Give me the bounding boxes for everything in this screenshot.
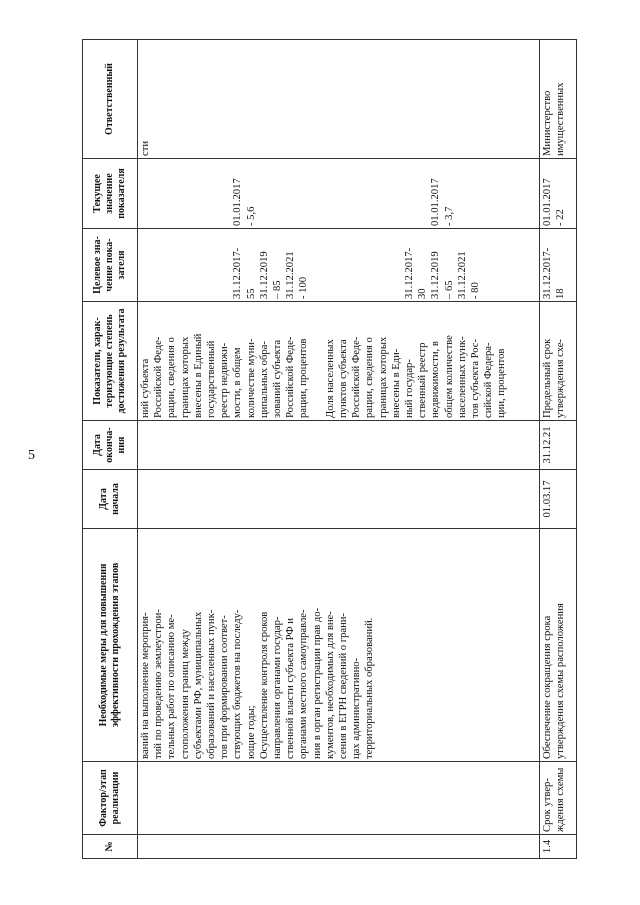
cell-indicator: Предельный срок утверждения схе- xyxy=(540,302,577,421)
header-factor: Фактор/этап реализации xyxy=(83,762,138,835)
header-target: Целевое зна-чение пока-зателя xyxy=(83,229,138,302)
cell-current: 01.01.2017 - 22 xyxy=(540,159,577,229)
cell-start xyxy=(138,470,540,529)
table-row xyxy=(138,40,540,859)
cell-responsible: Министерство имущественных xyxy=(540,40,577,159)
header-row xyxy=(83,40,138,859)
cell-num xyxy=(138,835,540,859)
header-measures: Необходимые меры для повышения эффективности прохождения этапов xyxy=(83,529,138,762)
cell-end xyxy=(138,421,540,470)
page-number: 5 xyxy=(28,448,35,463)
header-indicator: Показатели, харак-теризующие степень достижения результата xyxy=(83,302,138,421)
cell-indicator: ний субъекта Российской Феде- рации, сведения о границах которых внесены в Единый государственный реестр недвижи- мости, в общем количестве муни- ципальных обра- зований субъекта Российской Феде- рации, процентов Доля населенных пунктов субъекта Российской Феде- рации, сведения о границах которых внесены в Еди- ный государ- ственный реестр недвижимости, в общем количестве населенных пунк- тов субъекта Рос- сийской Федера- ции, процентов xyxy=(138,302,540,421)
cell-start: 01.03.17 xyxy=(540,470,577,529)
cell-end: 31.12.21 xyxy=(540,421,577,470)
table-rotator xyxy=(82,40,577,859)
header-responsible: Ответственный xyxy=(83,40,138,159)
rotated-page-frame xyxy=(82,40,577,859)
cell-responsible: сти xyxy=(138,40,540,159)
cell-num: 1.4 xyxy=(540,835,577,859)
cell-measures: ваний на выполнение мероприя- тий по проведению землеустрои- тельных работ по описанию ме- стоположения границ между субъектами РФ, муниципальных образований и населенных пунк- тов при формировании соответ- ствующих бюджетов на последу- ющие годы; Осуществление контроля сроков направления органами государ- ственной власти субъекта РФ и органами местного самоуправле- ния в орган регистрации прав до- кументов, необходимых для вне- сения в ЕГРН сведений о грани- цах административно- территориальных образований. xyxy=(138,529,540,762)
table-row xyxy=(540,40,577,859)
cell-measures: Обеспечение сокращения срока утверждения схемы расположения xyxy=(540,529,577,762)
cell-target: 31.12.2017- 55 31.12.2019 – 85 31.12.2021 - 100 31.12.2017- 30 31.12.2019 – 65 31.12.2021 - 80 xyxy=(138,229,540,302)
cell-factor xyxy=(138,762,540,835)
header-start: Дата начала xyxy=(83,470,138,529)
cell-factor: Срок утвер- ждения схемы xyxy=(540,762,577,835)
header-end: Дата оконча-ния xyxy=(83,421,138,470)
cell-target: 31.12.2017- 18 xyxy=(540,229,577,302)
header-num: № xyxy=(83,835,138,859)
cell-current: 01.01.2017 - 5,6 01.01.2017 - 3,7 xyxy=(138,159,540,229)
measures-table xyxy=(82,39,577,859)
header-current: Текущее значение показателя xyxy=(83,159,138,229)
